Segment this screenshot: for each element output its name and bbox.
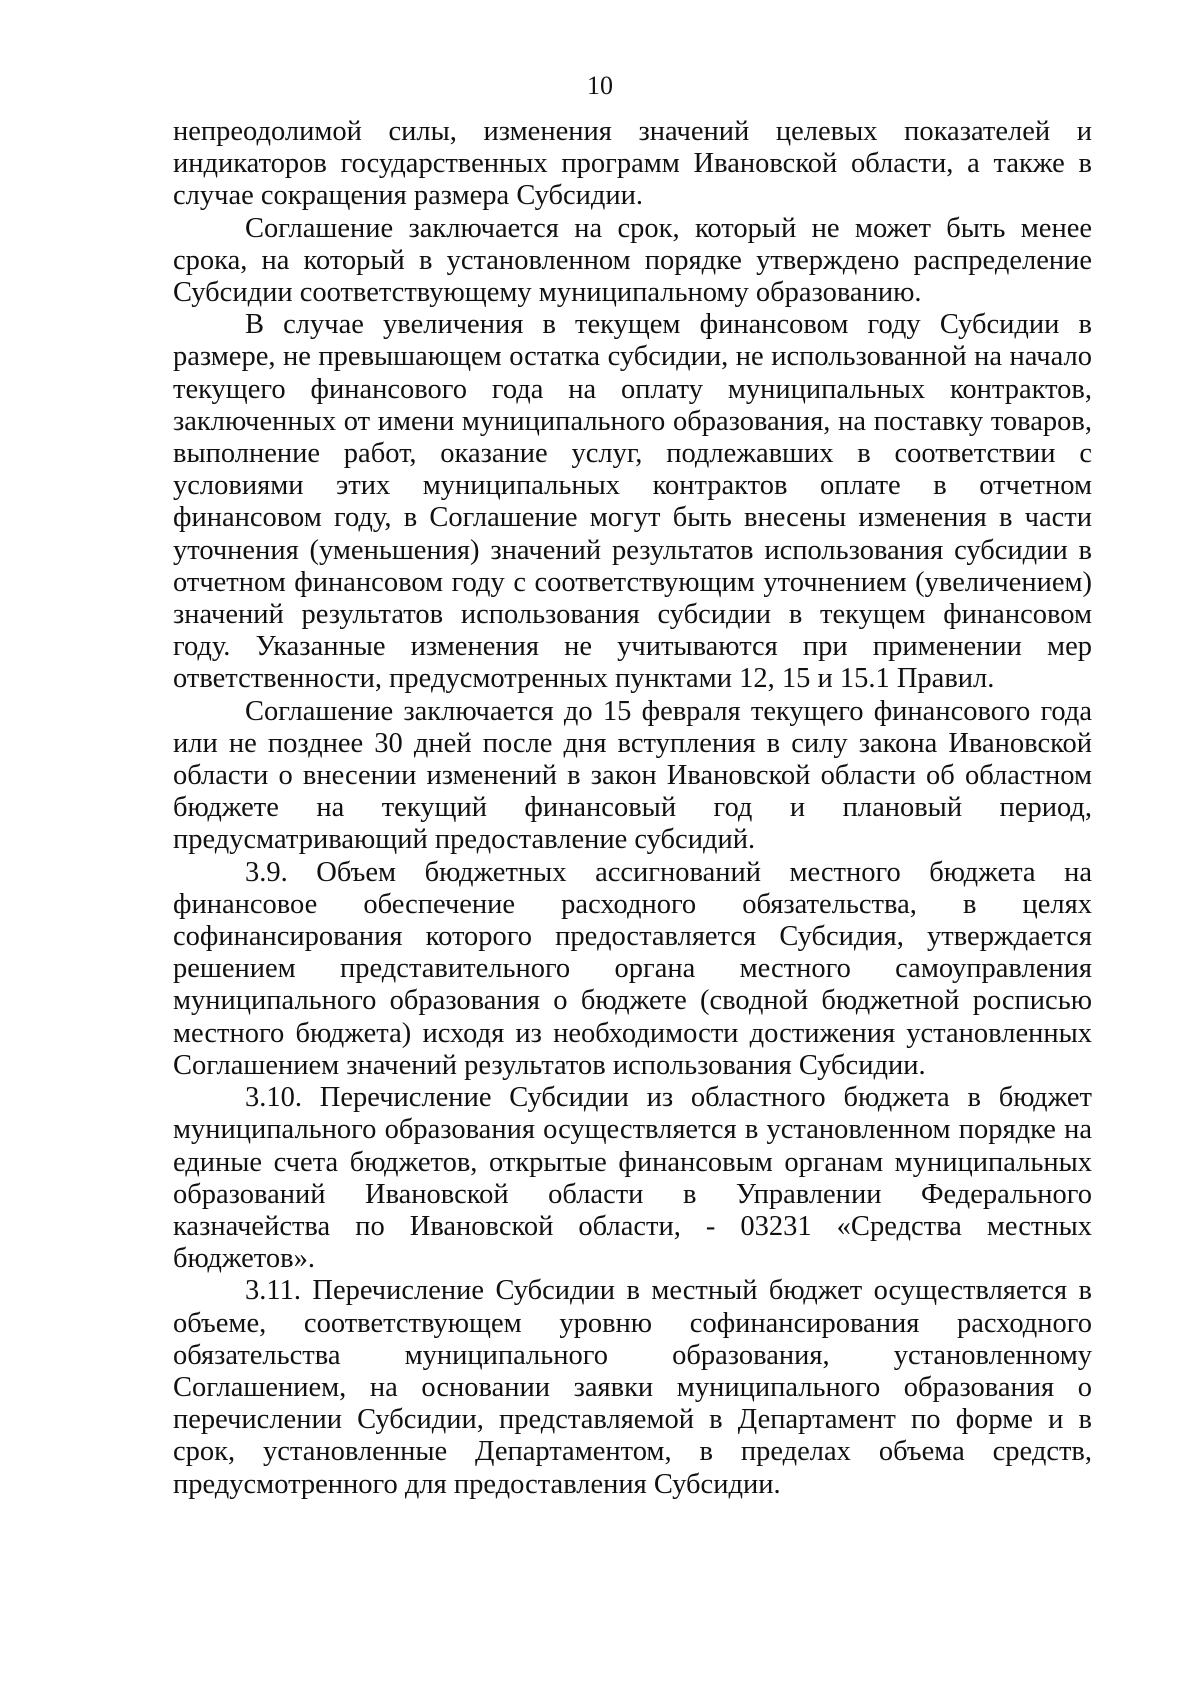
clause-3-11: 3.11. Перечисление Субсидии в местный бюджет осуществляется в объеме, соответствующем уровню софинансирования расходного обязательства муниципального образования, установленному Соглашением, на основании заявки муниципального образования о перечислении Субсидии, представляемой в Департамент по форме и в срок, установленные Департаментом, в пределах объема средств, предусмотренного для предоставления Субсидии. xyxy=(173,1275,1092,1500)
clause-3-9: 3.9. Объем бюджетных ассигнований местного бюджета на финансовое обеспечение расходного обязательства, в целях софинансирования которого предоставляется Субсидия, утверждается решением представительного органа местного самоуправления муниципального образования о бюджете (сводной бюджетной росписью местного бюджета) исходя из необходимости достижения установленных Соглашением значений результатов использования Субсидии. xyxy=(173,856,1092,1081)
document-body xyxy=(173,116,1092,1501)
paragraph-agreement-term: Соглашение заключается на срок, который не может быть менее срока, на который в установленном порядке утверждено распределение Субсидии соответствующему муниципальному образованию. xyxy=(173,212,1092,309)
page-number: 10 xyxy=(587,71,613,100)
clause-3-10: 3.10. Перечисление Субсидии из областного бюджета в бюджет муниципального образования осуществляется в установленном порядке на единые счета бюджетов, открытые финансовым органам муниципальных образований Ивановской области в Управлении Федерального казначейства по Ивановской области, - 03231 «Средства местных бюджетов». xyxy=(173,1082,1092,1275)
paragraph-agreement-deadline: Соглашение заключается до 15 февраля текущего финансового года или не позднее 30 дней после дня вступления в силу закона Ивановской области о внесении изменений в закон Ивановской области об областном бюджете на текущий финансовый год и плановый период, предусматривающий предоставление субсидий. xyxy=(173,695,1092,856)
paragraph-force-majeure-continuation: непреодолимой силы, изменения значений целевых показателей и индикаторов государственных программ Ивановской области, а также в случае сокращения размера Субсидии. xyxy=(173,116,1092,212)
paragraph-subsidy-increase: В случае увеличения в текущем финансовом году Субсидии в размере, не превышающем остатка субсидии, не использованной на начало текущего финансового года на оплату муниципальных контрактов, заключенных от имени муниципального образования, на поставку товаров, выполнение работ, оказание услуг, подлежавших в соответствии с условиями этих муниципальных контрактов оплате в отчетном финансовом году, в Соглашение могут быть внесены изменения в части уточнения (уменьшения) значений результатов использования субсидии в отчетном финансовом году с соответствующим уточнением (увеличением) значений результатов использования субсидии в текущем финансовом году. Указанные изменения не учитываются при применении мер ответственности, предусмотренных пунктами 12, 15 и 15.1 Правил. xyxy=(173,309,1092,695)
